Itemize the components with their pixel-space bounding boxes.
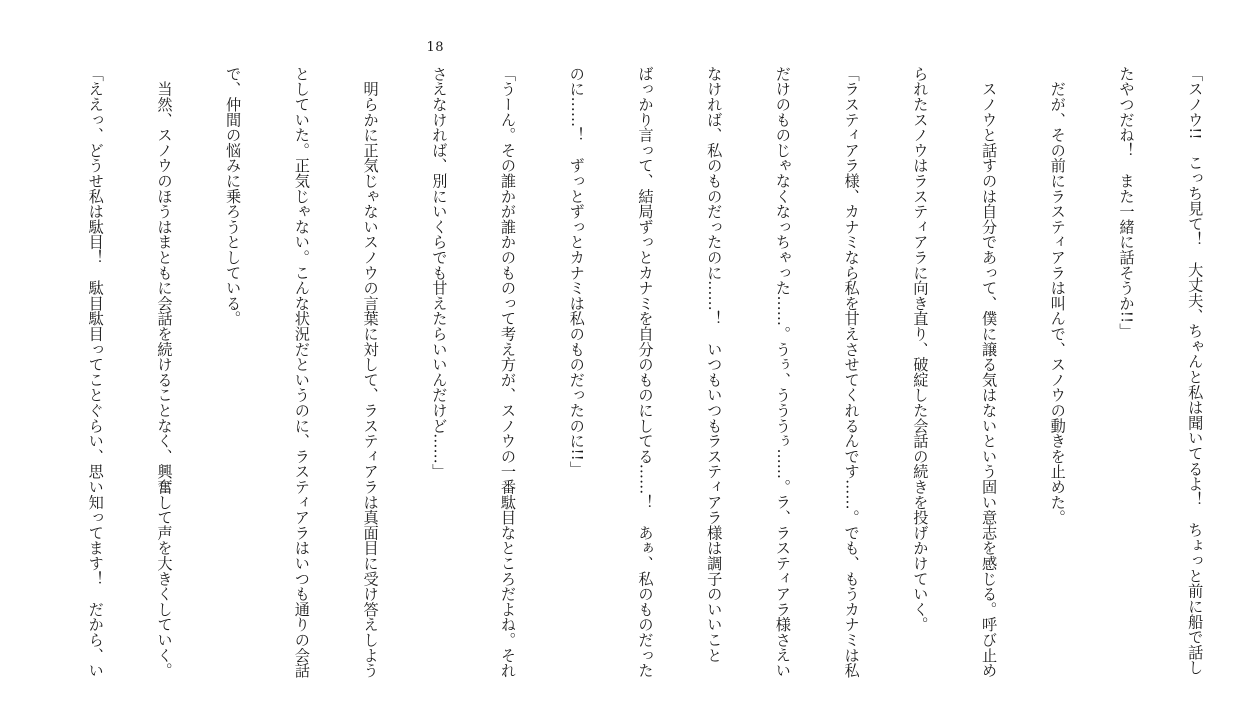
body-text: [38, 66, 1205, 678]
text-line-11: 「うーん。その誰かが誰かのものって考え方が、スノウの一番駄目なところだよね。それ: [499, 66, 518, 678]
text-line-12: さえなければ、別にいくらでも甘えたらいいんだけど……」: [430, 66, 449, 480]
text-line-10: のに……！ ずっとずっとカナミは私のものだったのに!!」: [567, 66, 586, 477]
text-line-14: としていた。正気じゃない。こんな状況だというのに、ラスティアラはいつも通りの会話: [292, 66, 311, 678]
text-line-3: だが、その前にラスティアラは叫んで、スノウの動きを止めた。: [1048, 66, 1067, 525]
text-line-1: 「スノウ!! こっち見て！ 大丈夫、ちゃんと私は聞いてるよ！ ちょっと前に船で話し: [1186, 66, 1205, 676]
text-line-2: たやつだね！ また一緒に話そうか!!」: [1117, 66, 1136, 339]
text-line-16: 当然、スノウのほうはまともに会話を続けることなく、興奮して声を大きくしていく。: [155, 66, 174, 678]
text-line-15: で、仲間の悩みに乗ろうとしている。: [224, 66, 243, 327]
text-line-7: だけのものじゃなくなっちゃった……。うぅ、うううぅ……。ラ、ラスティアラ様さえい: [773, 66, 792, 678]
page-number: 18: [426, 40, 444, 55]
text-line-13: 明らかに正気じゃないスノウの言葉に対して、ラスティアラは真面目に受け答えしよう: [361, 66, 380, 678]
vertical-text-column-group: [38, 66, 1252, 678]
text-line-9: ばっかり言って、結局ずっとカナミを自分のものにしてる……！ あぁ、私のものだった: [636, 66, 655, 678]
text-line-8: なければ、私のものだったのに……！ いつもいつもラスティアラ様は調子のいいこと: [705, 66, 724, 663]
text-line-4: スノウと話すのは自分であって、僕に譲る気はないという固い意志を感じる。呼び止め: [980, 66, 999, 678]
text-line-5: られたスノウはラスティアラに向き直り、破綻した会話の続きを投げかけていく。: [911, 66, 930, 633]
text-line-17: 「ええっ、どうせ私は駄目！ 駄目駄目ってことぐらい、思い知ってます！ だから、い: [86, 66, 105, 678]
text-line-6: 「ラスティアラ様、カナミなら私を甘えさせてくれるんです……。でも、もうカナミは私: [842, 66, 861, 678]
